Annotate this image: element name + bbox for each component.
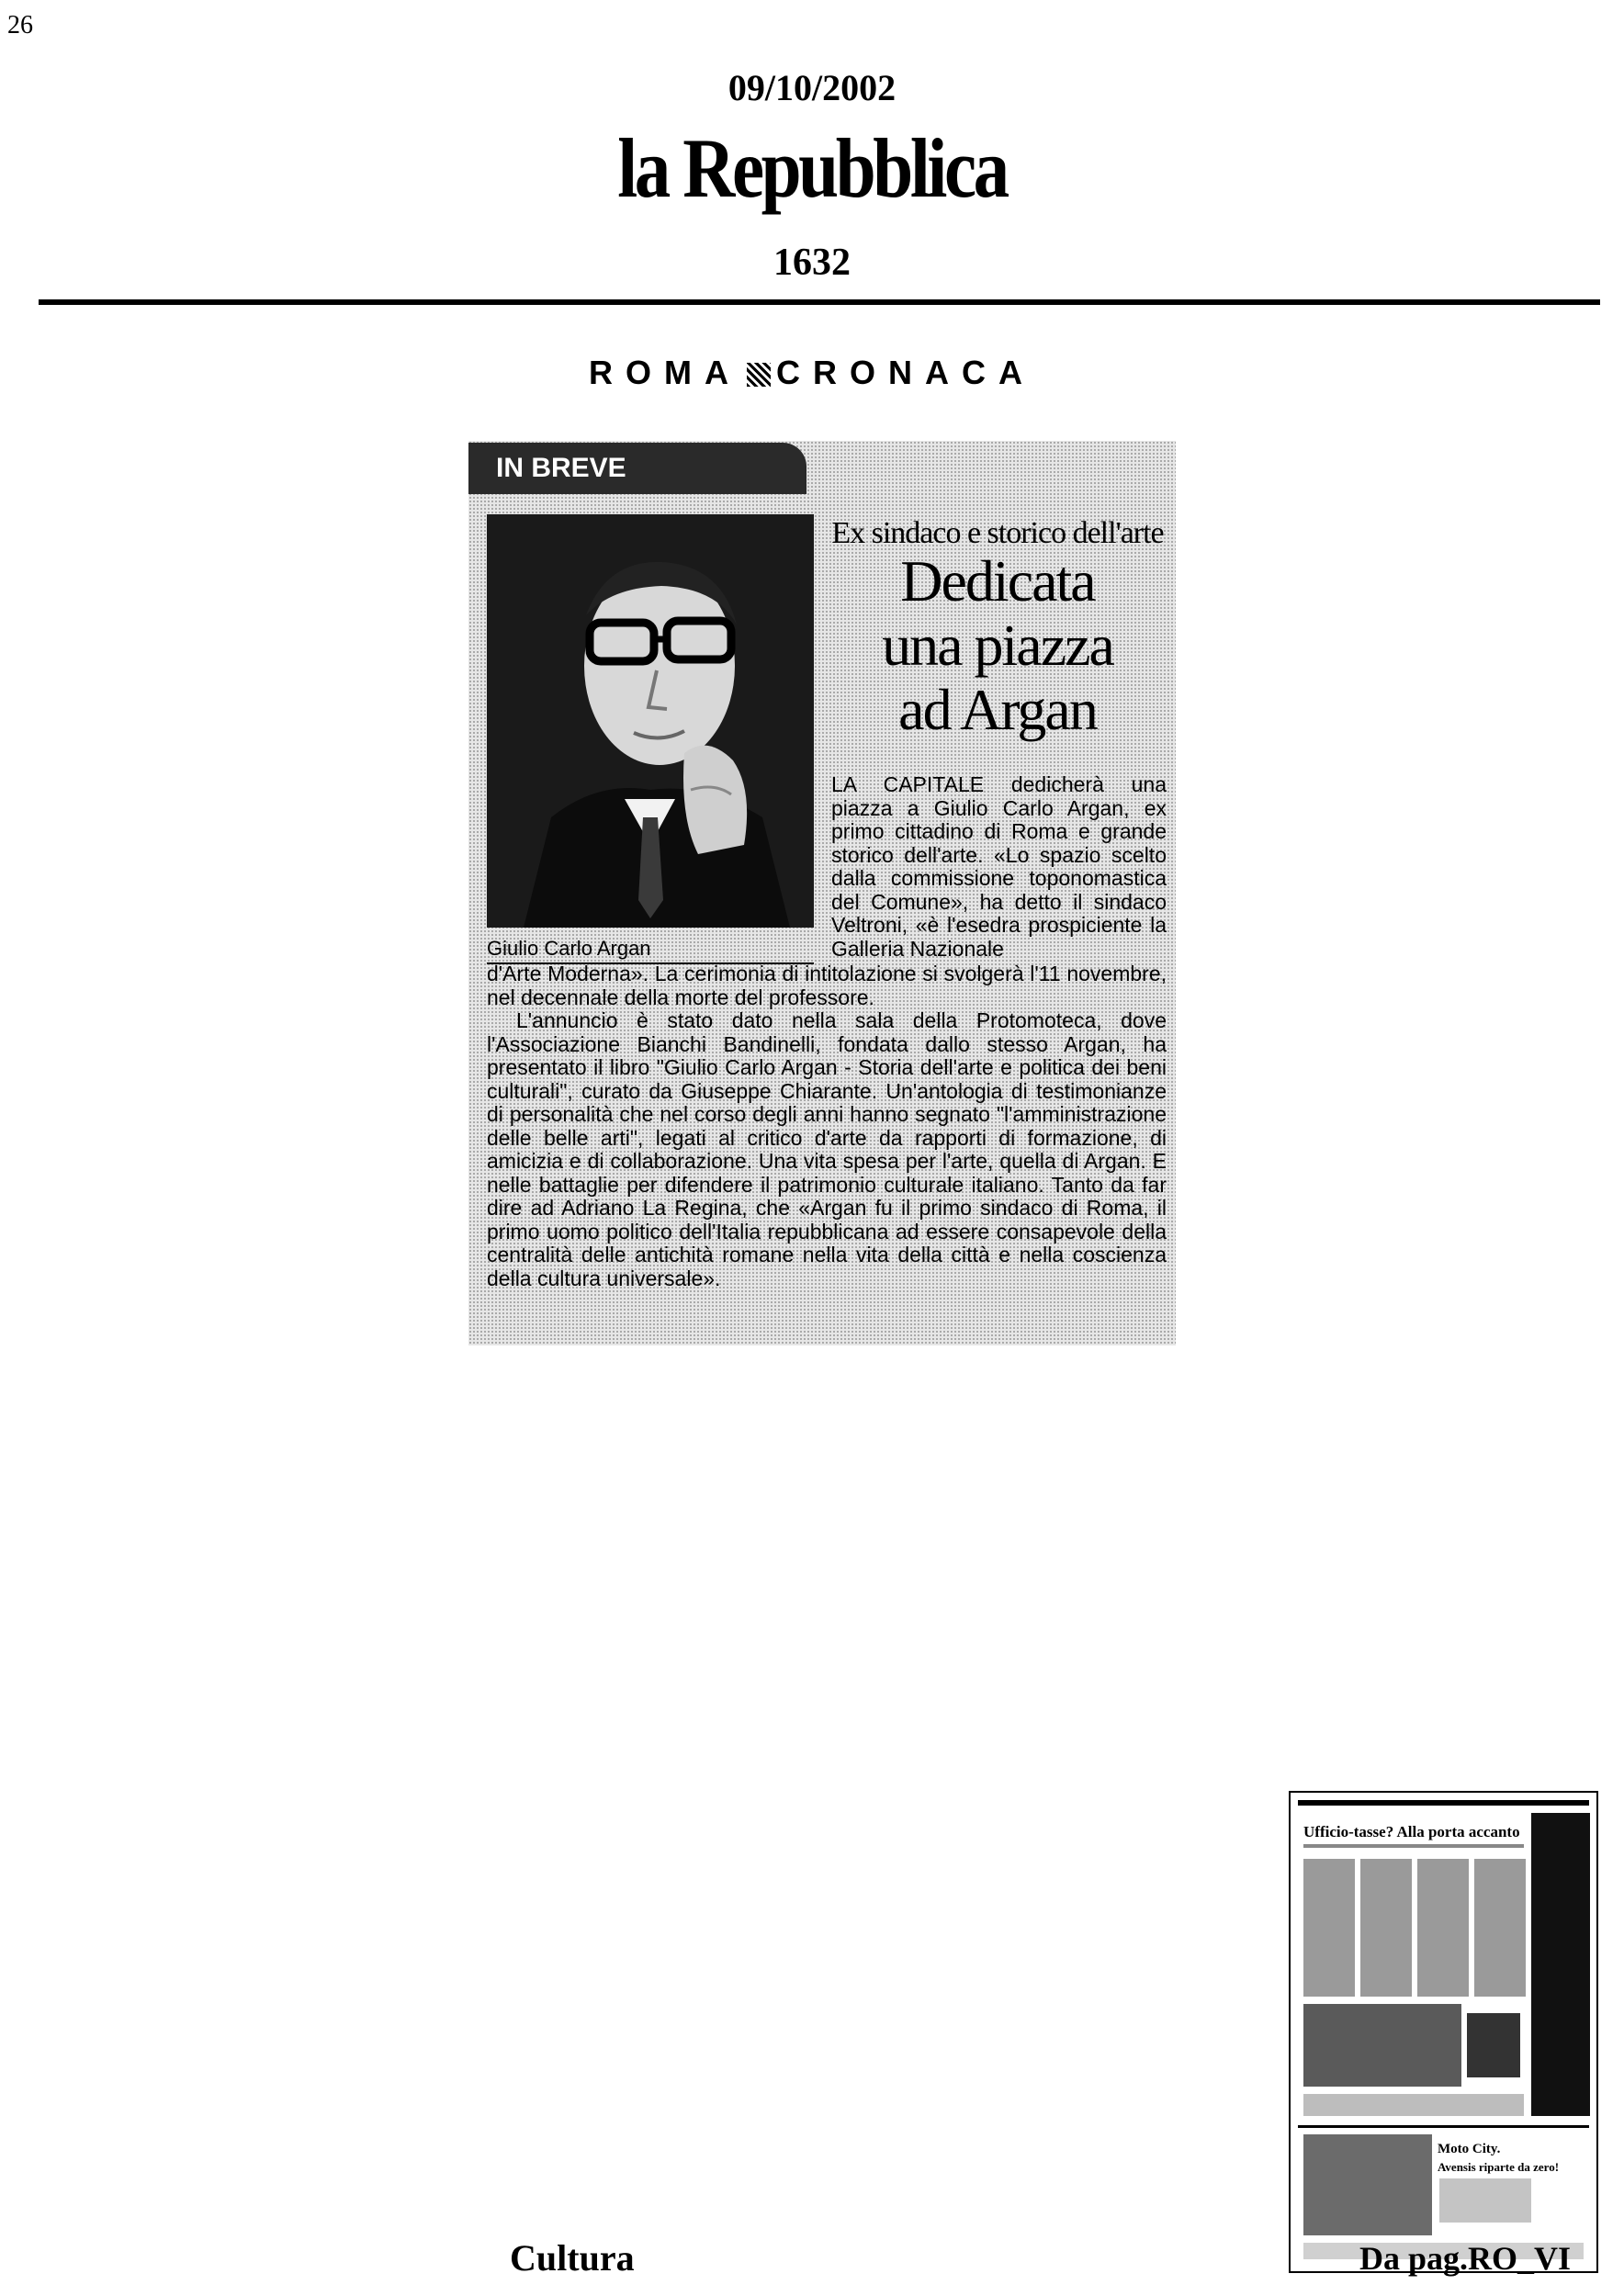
thumbnail-ad-line2: Avensis riparte da zero! xyxy=(1438,2160,1560,2174)
article-headline xyxy=(827,549,1168,742)
newspaper-masthead: la Repubblica xyxy=(617,121,1007,215)
footer-section: Cultura xyxy=(510,2237,635,2279)
section-name-left: ROMA xyxy=(589,354,741,391)
section-header xyxy=(0,354,1624,392)
article-lede: LA CAPITALE dedicherà una piazza a Giulio Carlo Argan, ex primo cittadino di Roma e grande storico dell'arte. «Lo spazio scelto dalla commissione toponomastica del Comune», ha detto il sindaco Veltroni, «è l'esedra prospiciente la Galleria Nazionale xyxy=(831,772,1167,961)
portrait-photo xyxy=(487,514,814,928)
thumbnail-page-icon xyxy=(1291,1793,1596,2271)
headline-line: una piazza xyxy=(882,613,1113,678)
body-paragraph: L'annuncio è stato dato nella sala della Protomoteca, dove l'Associazione Bianchi Bandinelli, fondata dallo stesso Argan, ha presentato il libro "Giulio Carlo Argan - Storia dell'arte e politica dei beni culturali", curato da Giuseppe Chiarante. Un'antologia di testimonianze di personalità che nel corso degli anni hanno segnato "l'amministrazione delle belle arti", legati al critico d'arte da rapporti di formazione, di amicizia e di collaborazione. Una vita spesa per l'arte, quella di Argan. E nelle battaglie per difendere il patrimonio culturale italiano. Tanto da far dire ad Adriano La Regina, che «Argan fu il primo sindaco di Roma, il primo uomo politico dell'Italia repubblicana ad essere consapevole della centralità delle antichità romane nella vita della città e nella coscienza della cultura universale». xyxy=(487,1008,1167,1290)
issue-number: 1632 xyxy=(773,242,851,284)
headline-line: ad Argan xyxy=(898,677,1097,742)
page-thumbnail xyxy=(1289,1791,1598,2273)
in-breve-tag: IN BREVE xyxy=(468,443,806,494)
article-body xyxy=(487,962,1167,1290)
footer-source-page: Da pag.RO_VI xyxy=(1359,2240,1572,2277)
header-rule xyxy=(39,299,1600,305)
section-separator-icon xyxy=(747,363,771,387)
article-kicker: Ex sindaco e storico dell'arte xyxy=(831,516,1164,550)
thumbnail-ad-line1: Moto City. xyxy=(1438,2142,1501,2156)
page-number: 26 xyxy=(7,11,33,39)
publication-date: 09/10/2002 xyxy=(727,67,897,108)
section-name-right: CRONACA xyxy=(776,354,1035,391)
photo-caption: Giulio Carlo Argan xyxy=(487,937,814,964)
headline-line: Dedicata xyxy=(900,548,1095,613)
body-paragraph: d'Arte Moderna». La cerimonia di intitolazione si svolgerà l'11 novembre, nel decennale della morte del professore. xyxy=(487,962,1167,1009)
thumbnail-headline: Ufficio-tasse? Alla porta accanto xyxy=(1303,1823,1520,1840)
portrait-illustration xyxy=(487,514,814,928)
